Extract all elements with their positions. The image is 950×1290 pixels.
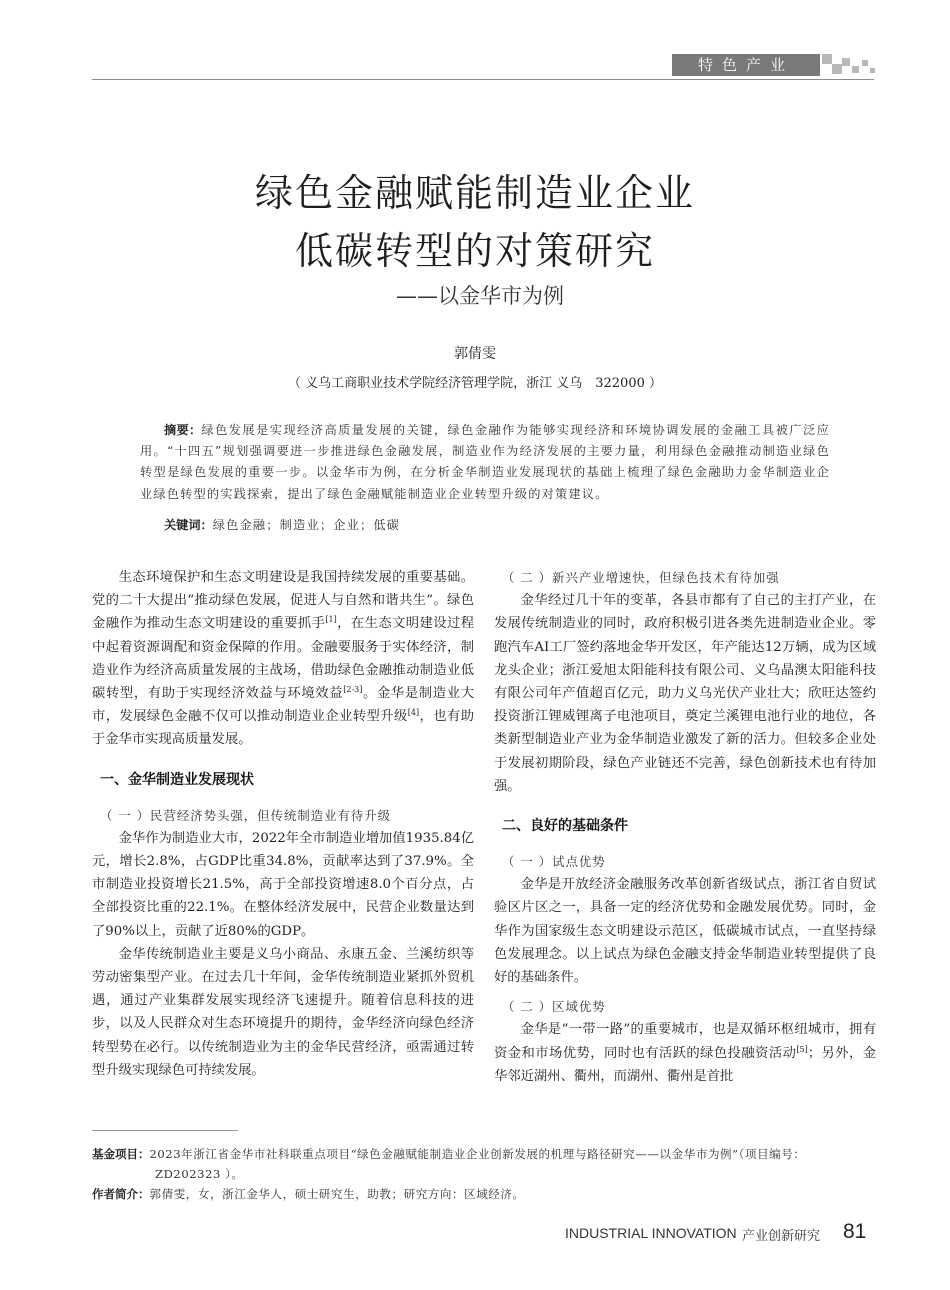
bio-text: 郭倩雯，女，浙江金华人，硕士研究生，助教；研究方向：区域经济。 bbox=[149, 1187, 525, 1201]
journal-name-en: INDUSTRIAL INNOVATION bbox=[565, 1225, 737, 1241]
decorative-dots bbox=[822, 54, 878, 76]
keywords-label: 关键词： bbox=[164, 518, 213, 532]
article-title-line2: 低碳转型的对策研究 bbox=[294, 229, 655, 273]
body-paragraph: 金华是“一带一路”的重要城市，也是双循环枢纽城市，拥有资金和市场优势，同时也有活跃的绿色投融资活动[5]；另外，金华邻近湖州、衢州，而湖州、衢州是首批 bbox=[494, 1022, 877, 1084]
citation-ref[interactable]: [4] bbox=[407, 708, 420, 718]
abstract bbox=[140, 420, 830, 505]
abstract-text: 绿色发展是实现经济高质量发展的关键，绿色金融作为能够实现经济和环境协调发展的金融工具被广泛应用。“十四五”规划强调要进一步推进绿色金融发展，制造业作为经济发展的主要力量，利用绿色金融推动制造业绿色转型是绿色发展的重要一步。以金华市为例，在分析金华制造业发展现状的基础上梳理了绿色金融助力金华制造业企业绿色转型的实践探索，提出了绿色金融赋能制造业企业转型升级的对策建议。 bbox=[140, 423, 831, 501]
journal-name-zh: 产业创新研究 bbox=[742, 1229, 821, 1244]
subsection-heading-1-2: （ 二 ）新兴产业增速快，但绿色技术有待加强 bbox=[502, 570, 780, 585]
bio-label: 作者简介： bbox=[92, 1187, 150, 1201]
subsection-heading-2-2: （ 二 ）区域优势 bbox=[502, 999, 606, 1015]
footnote-rule bbox=[92, 1130, 238, 1131]
author-name: 郭倩雯 bbox=[454, 346, 496, 362]
article-subtitle: ——以金华市为例 bbox=[396, 284, 564, 308]
citation-ref[interactable]: [2-3] bbox=[343, 685, 363, 695]
body-paragraph: 金华作为制造业大市，2022年全市制造业增加值1935.84亿元，增长2.8%，占GDP比重34.8%，贡献率达到了37.9%。全市制造业投资增长21.5%，高于全部投资增速8.0个百分点，占全部投资比重的22.1%。在整体经济发展中，民营企业数量达到了90%以上，贡献了近80%的GDP。 bbox=[92, 830, 474, 939]
body-column-left bbox=[92, 566, 474, 1082]
author-bio bbox=[92, 1184, 876, 1204]
keywords-text: 绿色金融；制造业；企业；低碳 bbox=[212, 518, 401, 532]
funding-note bbox=[92, 1144, 876, 1184]
section-tag: 特色产业 bbox=[672, 54, 820, 76]
funding-text-cont: ZD202323 ）。 bbox=[155, 1167, 244, 1181]
body-column-right bbox=[494, 566, 876, 1088]
section-heading-1: 一、金华制造业发展现状 bbox=[100, 771, 254, 788]
body-paragraph: 金华是开放经济金融服务改革创新省级试点，浙江省自贸试验区片区之一，具备一定的经济优势和金融发展优势。同时，金华作为国家级生态文明建设示范区，低碳城市试点，一直坚持绿色发展理念。以上试点为绿色金融支持金华制造业转型提供了良好的基础条件。 bbox=[494, 877, 876, 986]
abstract-label: 摘要： bbox=[164, 423, 202, 437]
citation-ref[interactable]: [5] bbox=[796, 1044, 808, 1054]
article-title-line1: 绿色金融赋能制造业企业 bbox=[254, 171, 695, 215]
subsection-heading-1-1: （ 一 ）民营经济势头强，但传统制造业有待升级 bbox=[100, 807, 392, 823]
funding-text: 2023年浙江省金华市社科联重点项目“绿色金融赋能制造业企业创新发展的机理与路径研究——以金华市为例”（项目编号： bbox=[149, 1147, 806, 1161]
author-affiliation: （ 义乌工商职业技术学院经济管理学院，浙江 义乌 322000 ） bbox=[287, 376, 663, 391]
funding-label: 基金项目： bbox=[92, 1147, 150, 1161]
intro-paragraph: 生态环境保护和生态文明建设是我国持续发展的重要基础。党的二十大提出“推动绿色发展，促进人与自然和谐共生”。绿色金融作为推动生态文明建设的重要抓手[1]，在生态文明建设过程中起着资源调配和资金保障的作用。金融要服务于实体经济，制造业作为经济高质量发展的主战场，借助绿色金融推动制造业低碳转型，有助于实现经济效益与环境效益[2-3]。金华是制造业大市，发展绿色金融不仅可以推动制造业企业转型升级[4]，也有助于金华市实现高质量发展。 bbox=[92, 570, 475, 748]
section-heading-2: 二、良好的基础条件 bbox=[502, 818, 628, 835]
subsection-heading-2-1: （ 一 ）试点优势 bbox=[502, 854, 606, 870]
body-paragraph: 金华经过几十年的变革，各县市都有了自己的主打产业，在发展传统制造业的同时，政府积极引进各类先进制造业企业。零跑汽车AI工厂签约落地金华开发区，年产能达12万辆，成为区域龙头企业；浙江爱旭太阳能科技有限公司、义乌晶澳太阳能科技有限公司年产值超百亿元，助力义乌光伏产业壮大；欣旺达签约投资浙江锂威锂离子电池项目，奠定兰溪锂电池行业的地位，各类新型制造业产业为金华制造业激发了新的活力。但较多企业处于发展初期阶段，绿色产业链还不完善，绿色创新技术也有待加强。 bbox=[494, 593, 876, 794]
keywords bbox=[164, 516, 400, 533]
citation-ref[interactable]: [1] bbox=[325, 615, 337, 625]
header-rule bbox=[92, 79, 874, 80]
body-paragraph: 金华传统制造业主要是义乌小商品、永康五金、兰溪纺织等劳动密集型产业。在过去几十年间，金华传统制造业紧抓外贸机遇，通过产业集群发展实现经济飞速提升。随着信息科技的进步，以及人民群众对生态环境提升的期待，金华经济向绿色经济转型势在必行。以传统制造业为主的金华民营经济，亟需通过转型升级实现绿色可持续发展。 bbox=[92, 946, 474, 1078]
page-number: 81 bbox=[843, 1220, 867, 1243]
